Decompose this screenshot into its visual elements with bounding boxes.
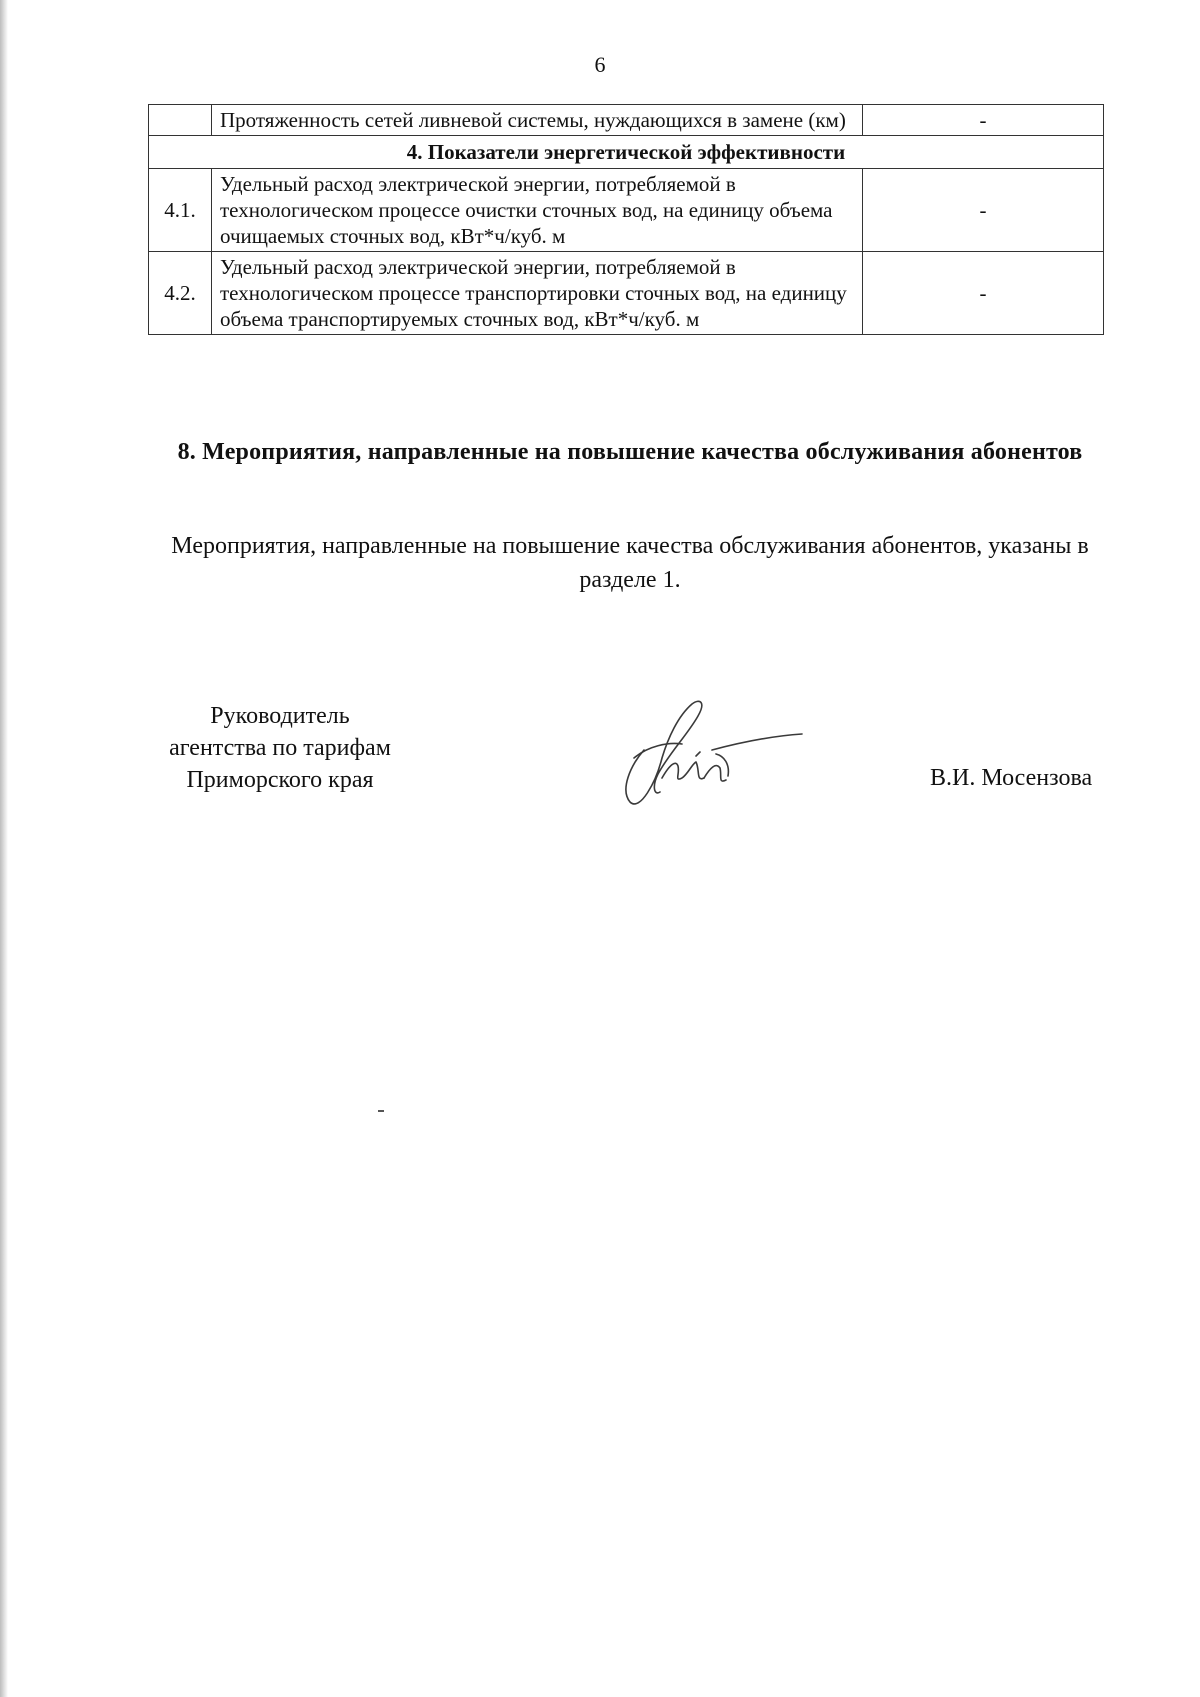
scan-speck bbox=[378, 1110, 384, 1112]
table-row bbox=[149, 252, 1104, 335]
handwritten-signature bbox=[612, 694, 812, 810]
section-8-heading: 8. Мероприятия, направленные на повышение качества обслуживания абонентов bbox=[177, 439, 1083, 465]
signer-name: В.И. Мосензова bbox=[930, 765, 1093, 791]
row-number-cell: 4.2. bbox=[149, 252, 212, 335]
signer-position bbox=[130, 700, 430, 796]
indicators-table bbox=[148, 104, 1104, 335]
signer-position-line: агентства по тарифам bbox=[169, 735, 391, 761]
table-row bbox=[149, 105, 1104, 136]
row-number-cell: 4.1. bbox=[149, 169, 212, 252]
row-value-cell: - bbox=[863, 252, 1104, 335]
signer-position-line: Руководитель bbox=[210, 703, 350, 729]
table-row bbox=[149, 169, 1104, 252]
page-number: 6 bbox=[594, 52, 606, 77]
signer-position-line: Приморского края bbox=[186, 767, 374, 793]
row-number-cell bbox=[149, 105, 212, 136]
section-8-body: Мероприятия, направленные на повышение качества обслуживания абонентов, указаны в разделе 1. bbox=[171, 533, 1089, 593]
row-value-cell: - bbox=[863, 169, 1104, 252]
scan-edge-shadow bbox=[0, 0, 8, 1697]
row-value-cell: - bbox=[863, 105, 1104, 136]
row-description-cell: Удельный расход электрической энергии, потребляемой в технологическом процессе транспортировки сточных вод, на единицу объема транспортируемых сточных вод, кВт*ч/куб. м bbox=[212, 252, 863, 335]
row-description-cell: Протяженность сетей ливневой системы, нуждающихся в замене (км) bbox=[212, 105, 863, 136]
row-description-cell: Удельный расход электрической энергии, потребляемой в технологическом процессе очистки сточных вод, на единицу объема очищаемых сточных вод, кВт*ч/куб. м bbox=[212, 169, 863, 252]
table-section-title: 4. Показатели энергетической эффективности bbox=[149, 136, 1104, 169]
table-section-row bbox=[149, 136, 1104, 169]
